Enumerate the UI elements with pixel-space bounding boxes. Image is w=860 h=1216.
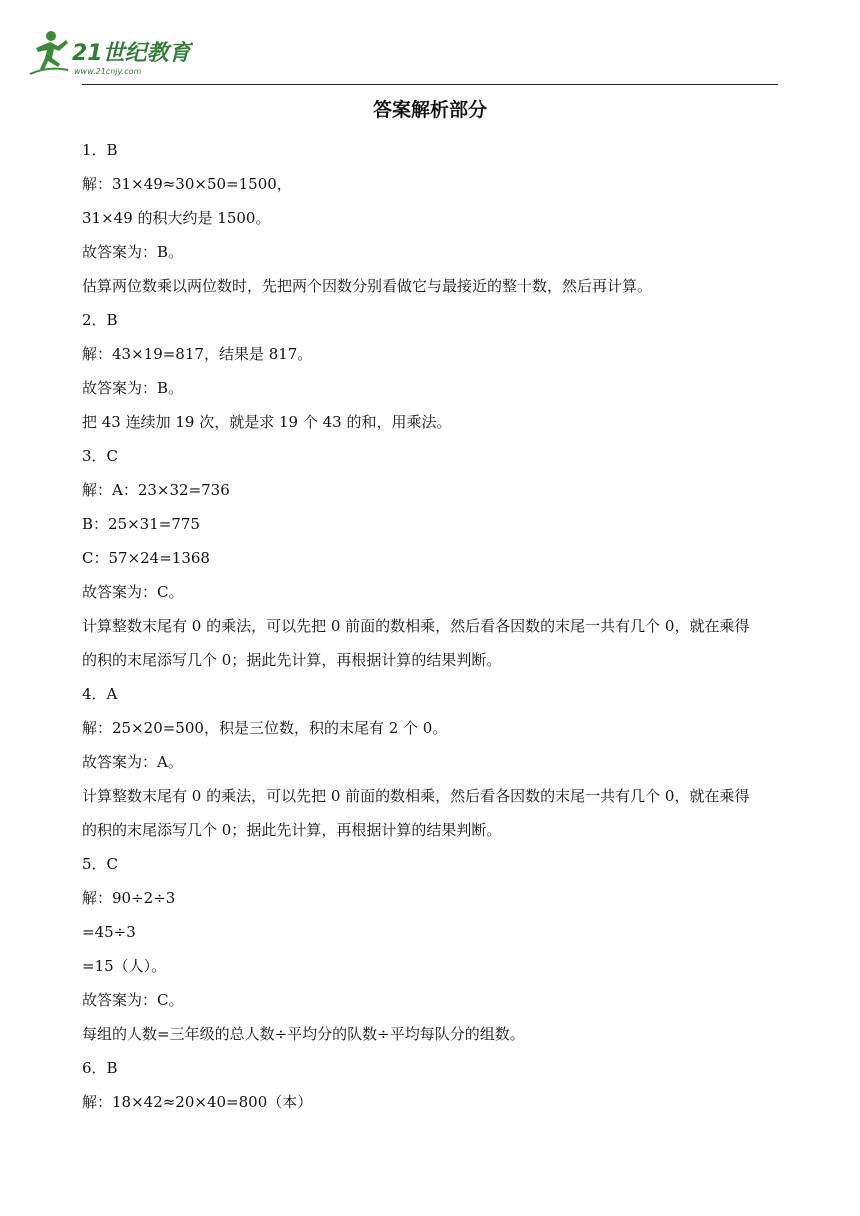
- q5-solution-2: =45÷3: [82, 923, 136, 941]
- logo-21cnjy: [28, 30, 193, 78]
- answer-content: [82, 133, 782, 1119]
- q5-solution-1: 解：90÷2÷3: [82, 889, 176, 907]
- q4-answer: 4．A: [82, 685, 118, 703]
- runner-icon: [30, 31, 68, 74]
- q3-final: 故答案为：C。: [82, 583, 184, 601]
- logo-url: www.21cnjy.com: [74, 67, 142, 76]
- q5-final: 故答案为：C。: [82, 991, 184, 1009]
- q2-final: 故答案为：B。: [82, 379, 184, 397]
- q2-explanation: 把 43 连续加 19 次，就是求 19 个 43 的和，用乘法。: [82, 413, 452, 431]
- q6-solution: 解：18×42≈20×40=800（本）: [82, 1093, 313, 1111]
- q3-solution-b: B：25×31=775: [82, 515, 200, 533]
- q4-explanation-1: 计算整数末尾有 0 的乘法，可以先把 0 前面的数相乘，然后看各因数的末尾一共有几个 0，就在乘得: [82, 787, 750, 805]
- logo-text: 21世纪教育: [72, 41, 191, 66]
- q3-explanation-2: 的积的末尾添写几个 0；据此先计算，再根据计算的结果判断。: [82, 651, 502, 669]
- q5-explanation: 每组的人数=三年级的总人数÷平均分的队数÷平均每队分的组数。: [82, 1025, 525, 1043]
- q3-answer: 3．C: [82, 447, 119, 465]
- q1-explanation: 估算两位数乘以两位数时，先把两个因数分别看做它与最接近的整十数，然后再计算。: [82, 277, 653, 295]
- q3-explanation-1: 计算整数末尾有 0 的乘法，可以先把 0 前面的数相乘，然后看各因数的末尾一共有几个 0，就在乘得: [82, 617, 750, 635]
- q1-final: 故答案为：B。: [82, 243, 184, 261]
- q2-solution: 解：43×19=817，结果是 817。: [82, 345, 313, 363]
- q2-answer: 2．B: [82, 311, 118, 329]
- q3-solution-c: C：57×24=1368: [82, 549, 210, 567]
- q3-solution-a: 解：A：23×32=736: [82, 481, 230, 499]
- q5-solution-3: =15（人）。: [82, 957, 167, 975]
- q1-answer: 1．B: [82, 141, 118, 159]
- page-header: [0, 0, 860, 90]
- q1-solution-line: 31×49 的积大约是 1500。: [82, 209, 271, 227]
- q5-answer: 5．C: [82, 855, 119, 873]
- q6-answer: 6．B: [82, 1059, 118, 1077]
- q1-solution: 解：31×49≈30×50=1500，: [82, 175, 292, 193]
- q4-explanation-2: 的积的末尾添写几个 0；据此先计算，再根据计算的结果判断。: [82, 821, 502, 839]
- header-rule: [82, 84, 778, 85]
- q4-final: 故答案为：A。: [82, 753, 183, 771]
- q4-solution: 解：25×20=500，积是三位数，积的末尾有 2 个 0。: [82, 719, 448, 737]
- page-title: 答案解析部分: [372, 99, 487, 121]
